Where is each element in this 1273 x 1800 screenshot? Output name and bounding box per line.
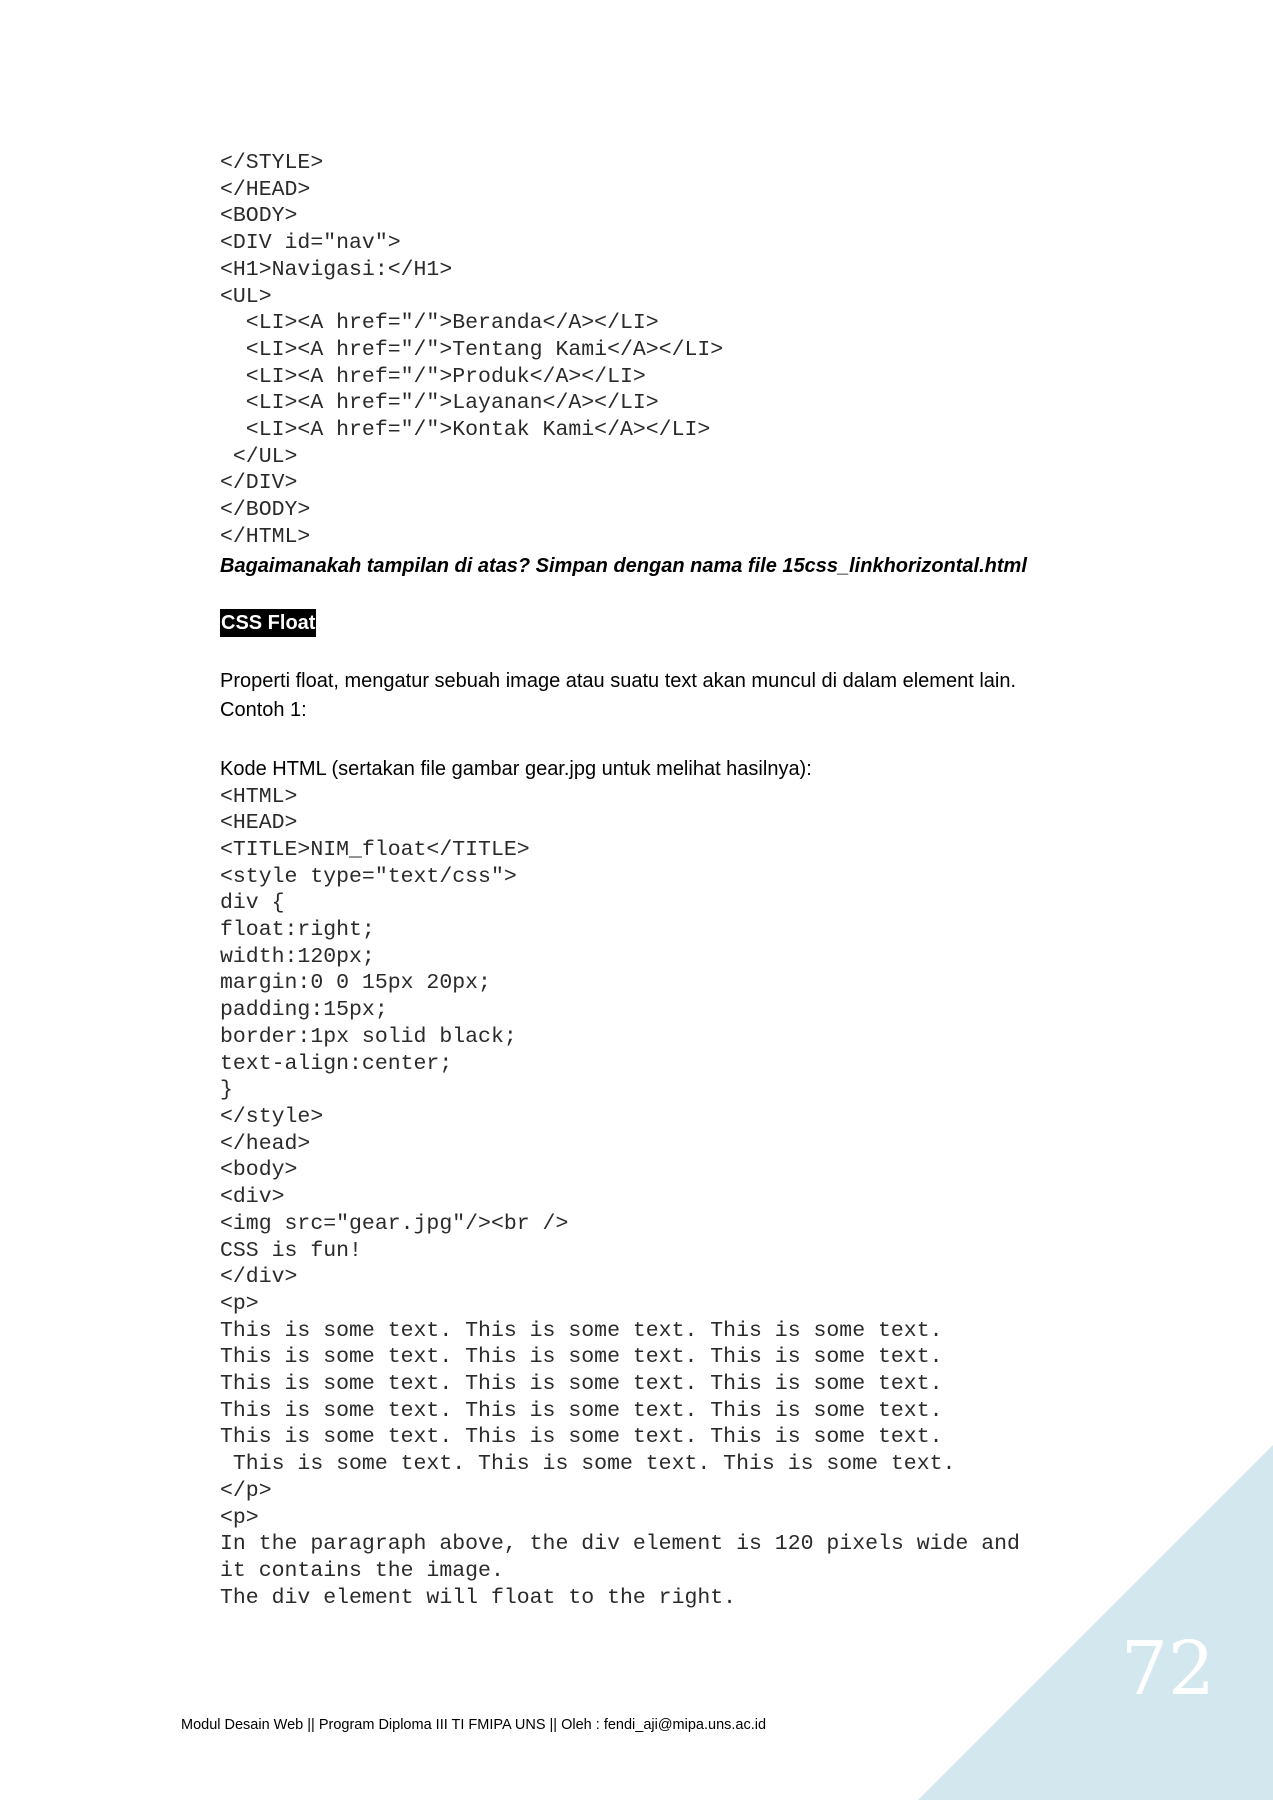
page-footer: Modul Desain Web || Program Diploma III TI FMIPA UNS || Oleh : fendi_aji@mipa.uns.ac.id (181, 1717, 767, 1733)
page-number: 72 (1120, 1626, 1215, 1712)
section-heading-css-float: CSS Float (220, 609, 316, 637)
example-label: Contoh 1: (220, 698, 307, 721)
kode-html-label: Kode HTML (sertakan file gambar gear.jpg untuk melihat hasilnya): (220, 757, 812, 780)
code-block-float-example: <HTML> <HEAD> <TITLE>NIM_float</TITLE> <style type="text/css"> div { float:right; width:120px; margin:0 0 15px 20px; padding:15px; border:1px solid black; text-align:center; } </style> </head> <body> <div> <img src="gear.jpg"/><br /> CSS is fun! </div> <p> This is some text. This is some text. This is some text. This is some text. This is some text. This is some text. This is some text. This is some text. This is some text. This is some text. This is some text. This is some text. This is some text. This is some text. This is some text. This is some text. This is some text. This is some text. </p> <p> In the paragraph above, the div element is 120 pixels wide and it contains the image. The div element will float to the right. (220, 784, 1020, 1610)
paragraph-float-description: Properti float, mengatur sebuah image atau suatu text akan muncul di dalam element lain. (220, 669, 1017, 692)
code-block-html-nav: </STYLE> </HEAD> <BODY> <DIV id="nav"> <H1>Navigasi:</H1> <UL> <LI><A href="/">Beranda</A></LI> <LI><A href="/">Tentang Kami</A></LI> <LI><A href="/">Produk</A></LI> <LI><A href="/">Layanan</A></LI> <LI><A href="/">Kontak Kami</A></LI> </UL> </DIV> </BODY> </HTML> (220, 151, 724, 549)
question-text: Bagaimanakah tampilan di atas? Simpan dengan nama file 15css_linkhorizontal.html (220, 554, 1027, 577)
page-content (220, 150, 1120, 1611)
